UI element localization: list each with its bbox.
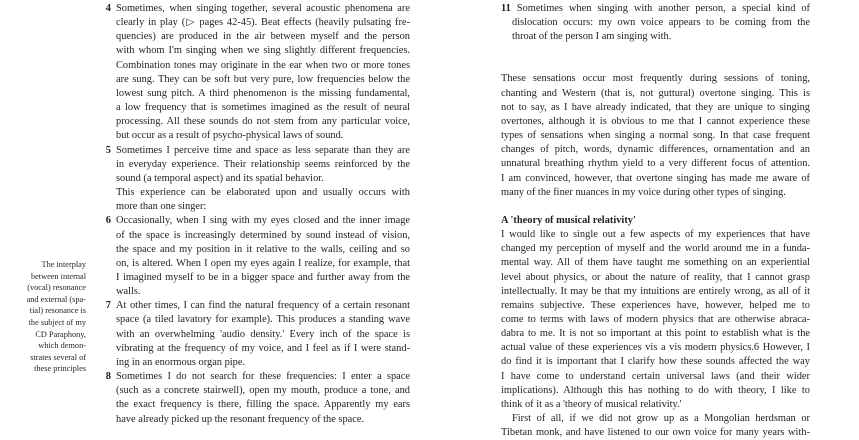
text-line: level about physics, or about the nature of reality, that I cannot grasp [501,271,810,283]
text-line: I am convinced, however, that overtone singing has made me aware of [501,172,810,184]
margin-note-line: strates several of [30,352,86,362]
margin-note-line: (vocal) resonance [27,283,86,293]
text-line: space (a tiled lavatory for example). This produces a standing wave [116,314,410,326]
text-line: At other times, I can find the natural frequency of a certain resonant [116,300,410,312]
text-line: do find it is important that I clarify how these sounds affected the way [501,356,810,368]
text-line: changes of pitch, words, dynamic differences, ornamentation and an [501,144,810,156]
list-item-11 [501,2,810,44]
text-line: overtones, although it is obvious to me that I cannot experience these [501,115,810,127]
text-line: I have come to understand certain universal laws (and their wider [501,370,810,382]
text-line: on, is altered. When I open my eyes again I realize, for example, that [116,257,410,269]
text-line: more than one singer: [116,201,207,213]
paragraph-sensations [501,72,810,199]
item-number: 11 [501,3,511,14]
margin-note-line: CD Paraphony, [35,329,86,339]
text-line: First of all, if we did not grow up as a Mongolian herdsman or [512,413,810,425]
text-line: This experience can be elaborated upon and usually occurs with [116,187,410,199]
margin-note-line: and external (spa- [26,294,86,304]
text-line: types of sensations when singing a normal song. In that case frequent [501,130,810,142]
text-line: throat of the person I am singing with. [512,31,672,43]
text-line: a low frequency that is sometimes imagined as the result of neural [116,102,410,114]
text-line: remains subjective. These experiences have, however, helped me to [501,299,810,311]
text-line: the space and my position in it relative to the walls, ceiling and so [116,243,410,255]
text-line: I imagined myself to be in a bigger space and further away from the [116,271,410,283]
text-line: walls. [116,286,141,298]
text-line: chanting and Western (that is, not guttural) overtone singing. This is [501,87,810,99]
list-item-7 [105,299,410,370]
text-line: but occur as a result of psycho-physical laws of sound. [116,130,344,142]
text-line: mental way. All of them have taught me something on an experiential [501,257,810,269]
text-line: with whom I'm singing when we sing slightly different frequencies. [116,45,410,57]
text-line: dabra to me. It is not so important at this point to establish what is the [501,328,810,340]
text-line: with an overwhelming 'audio density.' Every inch of the space is [116,328,410,340]
margin-note-line: tial) resonance is [29,306,86,316]
text-line: (such as a concrete stairwell), open my mouth, produce a tone, and [116,385,410,397]
text-line: many of the finer nuances in my voice during other types of singing. [501,186,786,198]
text-line: come to terms with laws of modern physics that are otherwise abraca- [501,313,810,325]
text-line: the exact frequency is there, filling the space. Apparently my ears [116,399,410,411]
item-number: 7 [105,300,111,312]
text-line: in everyday experience. Their relationship seems reinforced by the [116,158,410,170]
margin-note-line: these principles [34,364,86,374]
text-line: are sung. They can be soft but very pure, low frequencies below the [116,73,410,85]
paragraph-first-of-all [501,412,810,440]
paragraph-gap [501,44,810,58]
text-line: changed my perception of myself and the world around me in a funda- [501,243,810,255]
text-line: Tibetan monk, and have listened to our own voice for many years with- [501,427,810,439]
margin-note-line: the subject of my [28,317,86,327]
text-line: These sensations occur most frequently during sessions of toning, [501,73,810,85]
section-heading: A 'theory of musical relativity' [501,214,636,226]
margin-note-line: The interplay [41,260,86,269]
text-line: unnatural breathing rhythm yield to a very different focus of attention. [501,158,810,170]
item-number: 4 [105,3,111,14]
text-line: intellectually. It may be that my intuitions are entirely wrong, as all of it [501,285,810,297]
text-line: quencies) are produced in the air between myself and the person [116,31,410,43]
left-column [105,2,410,427]
text-line: not to say, as I have already indicated, that they are unique to singing [501,101,810,113]
item-11-first-line: Sometimes when singing with another person, a special kind of [516,3,810,14]
text-line: Combination tones may originate in the ear when two or more tones [116,59,410,71]
right-column [501,2,810,440]
text-line: Sometimes I do not search for these frequencies: I enter a space [116,371,410,383]
text-line: vibrating at the frequency of my voice, and I feel as if I were stand- [116,342,410,354]
paragraph-experiences [501,228,810,412]
list-item-5 [105,144,410,215]
text-line: processing. All these sounds do not stem from any particular voice, [116,116,410,128]
paragraph-gap [501,58,810,72]
text-line: dislocation occurs: my own voice appears to be coming from the [512,17,810,29]
text-line: have already picked up the resonant frequency of the space. [116,413,365,425]
margin-note-line: which demon- [38,341,86,351]
text-line: sound (a temporal aspect) and its spatial behavior. [116,172,324,184]
text-line: of the space is increasingly determined by sound instead of vision, [116,229,410,241]
text-line: lowest sung pitch. A third phenomenon is the missing fundamental, [116,87,410,99]
margin-note-line: between internal [30,271,86,281]
list-item-8 [105,370,410,427]
text-line: I would like to single out a few aspects of my experiences that have [501,229,810,241]
item-number: 8 [105,371,111,383]
text-line: ing in an enormous organ pipe. [116,356,246,368]
text-line: actual value of these experiences vis a vis modern physics.6 However, I [501,342,810,354]
text-line: implications). Although this has nothing to do with theory, I like to [501,384,810,396]
text-line: Occasionally, when I sing with my eyes closed and the inner image [116,215,410,227]
text-line: Sometimes, when singing together, several acoustic phenomena are [116,3,410,14]
margin-note [2,259,86,375]
text-line: Sometimes I perceive time and space as less separate than they are [116,144,410,156]
text-line [501,2,810,16]
item-number: 5 [105,144,111,156]
item-number: 6 [105,215,111,227]
paragraph-gap [501,200,810,214]
list-item-4 [105,2,410,144]
text-line: think of it as a 'theory of musical relativity.' [501,398,682,410]
text-line: clearly in play (▷ pages 42-45). Beat effects (heavily pulsating fre- [116,17,410,29]
list-item-6 [105,214,410,299]
